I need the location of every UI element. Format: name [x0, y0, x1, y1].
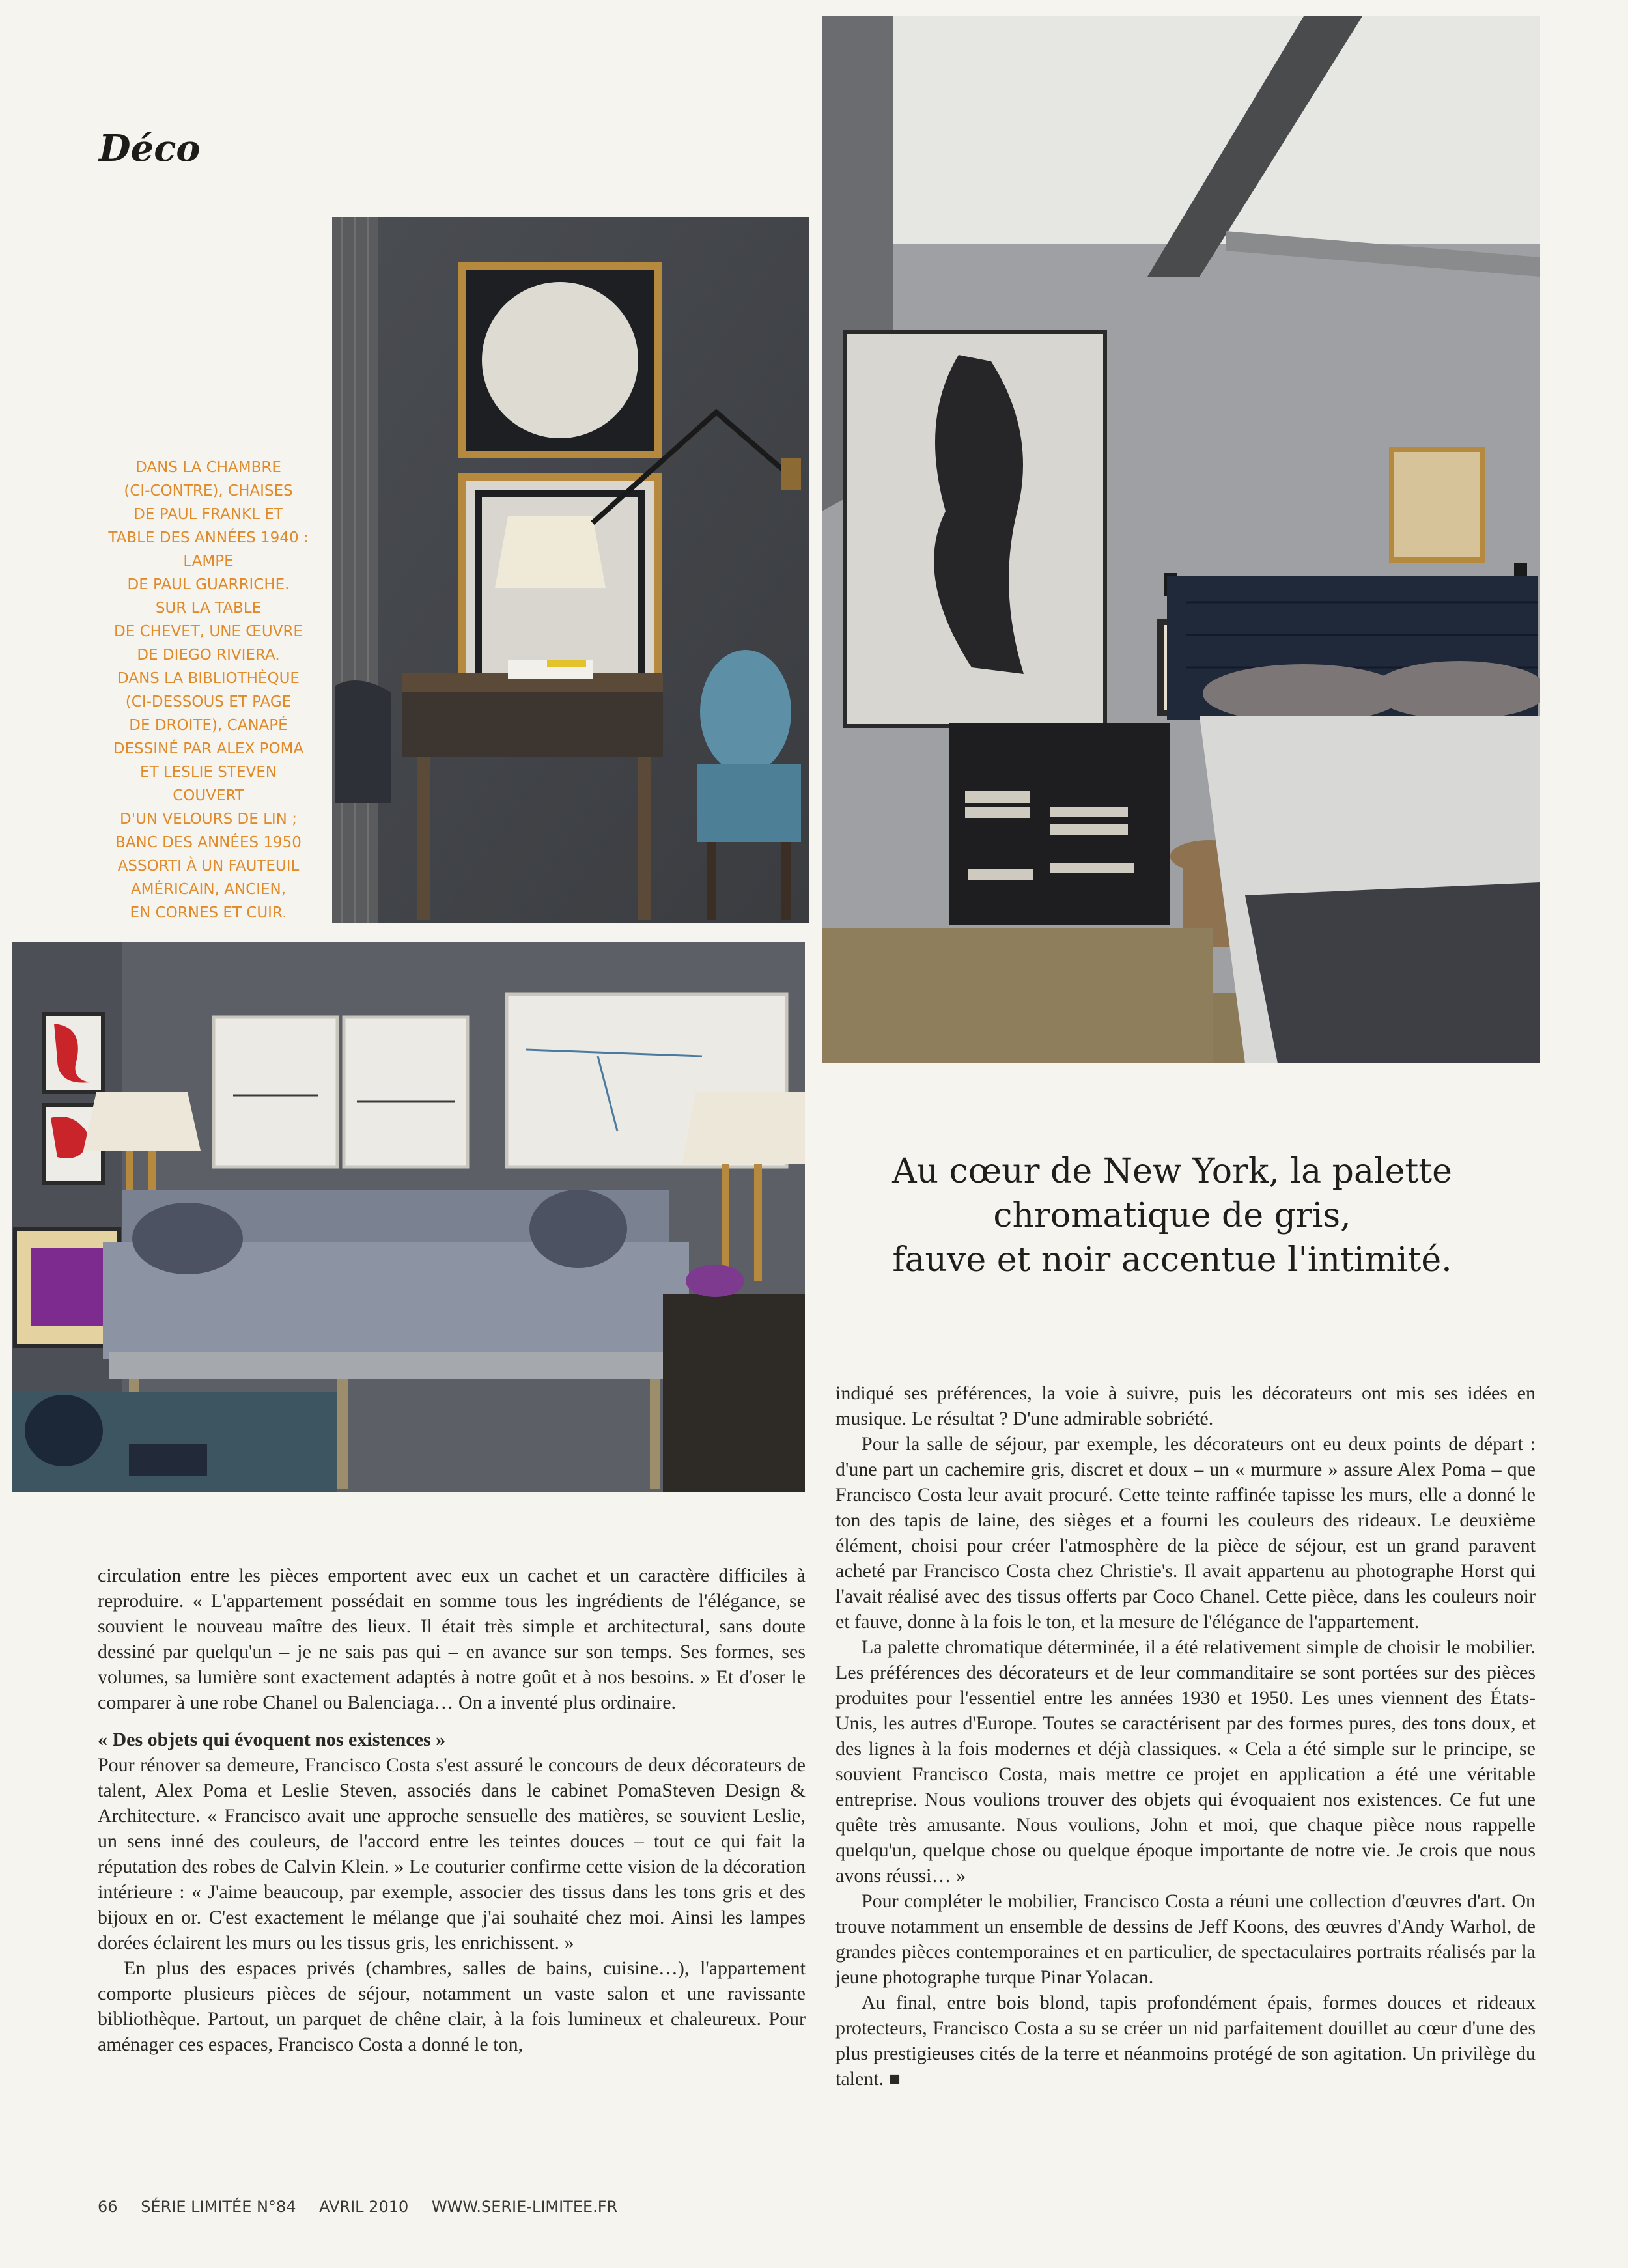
article-paragraph: Pour rénover sa demeure, Francisco Costa s'est assuré le concours de deux décorateurs de talent, Alex Poma et Leslie Steven, associés dans le cabinet PomaSteven Design & Architecture. « Francisco avait une approche sensuelle des matières, se souvient Leslie, un sens inné des couleurs, de l'accord entre les teintes douces – tout ce qui fait la réputation des robes de Calvin Klein. » Le couturier confirme cette vision de la décoration intérieure : « J'aime beaucoup, par exemple, associer des tissus dans les tons gris et des bijoux en or. C'est exactement le mélange que j'ai souhaité chez moi. Ainsi les lampes dorées éclairent les murs ou les tissus gris, les enrichissent. »: [98, 1754, 806, 1953]
article-paragraph: Pour compléter le mobilier, Francisco Costa a réuni une collection d'œuvres d'art. On trouve notamment un ensemble de dessins de Jeff Koons, des œuvres d'Andy Warhol, de grandes pièces contemporaines et en particulier, de spectaculaires portraits réalisés par la jeune photographe turque Pinar Yolacan.: [835, 1890, 1536, 1988]
caption-line: AMÉRICAIN, ANCIEN,: [130, 881, 287, 898]
issue-date: AVRIL 2010: [319, 2198, 409, 2216]
caption-line: LAMPE: [183, 553, 234, 570]
caption-line: TABLE DES ANNÉES 1940 :: [108, 529, 309, 546]
caption-line: D'UN VELOURS DE LIN ;: [120, 811, 297, 828]
photo-living-room-sofa: [12, 942, 805, 1492]
caption-line: DANS LA BIBLIOTHÈQUE: [117, 670, 300, 687]
caption-line: (CI-CONTRE), CHAISES: [124, 483, 293, 499]
caption-line: DE DIEGO RIVIERA.: [137, 647, 280, 664]
article-column-left: [98, 1563, 806, 2057]
caption-line: EN CORNES ET CUIR.: [130, 904, 287, 921]
caption-line: (CI-DESSOUS ET PAGE: [125, 693, 292, 710]
article-paragraph: Au final, entre bois blond, tapis profondément épais, formes douces et rideaux protecteurs, Francisco Costa a su se créer un nid parfaitement douillet au cœur d'une des plus prestigieuses cités de la terre et néanmoins protégé de son agitation. Un privilège du talent. ■: [835, 1992, 1536, 2090]
caption-line: COUVERT: [173, 787, 244, 804]
section-title: Déco: [99, 127, 201, 170]
caption-line: DE CHEVET, UNE ŒUVRE: [114, 623, 303, 640]
caption-line: DE DROITE), CANAPÉ: [129, 717, 288, 734]
pull-quote-line: chromatique de gris,: [993, 1196, 1351, 1235]
pull-quote: [840, 1149, 1504, 1282]
photo-bedroom-bed: [822, 16, 1540, 1063]
article-paragraph: circulation entre les pièces emportent avec eux un cachet et un caractère difficiles à reproduire. « L'appartement possédait en somme tous les ingrédients de l'élégance, se souvient le nouveau maître des lieux. Il était très simple et architectural, sans doute dessiné par quelqu'un – je ne sais pas qui – en avance sur son temps. Ses formes, ses volumes, sa lumière sont exactement adaptés à notre goût et à nos besoins. » Et d'oser le comparer à une robe Chanel ou Balenciaga… On a inventé plus ordinaire.: [98, 1565, 806, 1713]
caption-line: ET LESLIE STEVEN: [140, 764, 277, 781]
photo-bedroom-desk: [332, 217, 809, 923]
magazine-name: SÉRIE LIMITÉE N°84: [141, 2198, 296, 2216]
page-number: 66: [98, 2198, 118, 2216]
pull-quote-line: fauve et noir accentue l'intimité.: [892, 1240, 1452, 1280]
magazine-url[interactable]: WWW.SERIE-LIMITEE.FR: [431, 2198, 618, 2216]
caption-line: SUR LA TABLE: [155, 600, 262, 617]
caption-line: DANS LA CHAMBRE: [135, 459, 281, 476]
caption-line: DE PAUL GUARRICHE.: [127, 576, 290, 593]
article-column-right: [835, 1380, 1536, 2092]
article-subheading: « Des objets qui évoquent nos existences »: [98, 1729, 446, 1750]
caption-line: DESSINÉ PAR ALEX POMA: [113, 740, 304, 757]
article-paragraph: En plus des espaces privés (chambres, salles de bains, cuisine…), l'appartement comporte plusieurs pièces de séjour, notamment un vaste salon et une ravissante bibliothèque. Partout, un parquet de chêne clair, à la fois lumineux et chaleureux. Pour aménager ces espaces, Francisco Costa a donné le ton,: [98, 1957, 806, 2055]
article-paragraph: indiqué ses préférences, la voie à suivre, puis les décorateurs ont mis ses idées en musique. Le résultat ? D'une admirable sobriété.: [835, 1382, 1536, 1429]
photo-caption: [98, 456, 319, 925]
pull-quote-line: Au cœur de New York, la palette: [892, 1152, 1452, 1191]
caption-line: BANC DES ANNÉES 1950: [115, 834, 302, 851]
page-footer: [98, 2198, 636, 2216]
article-paragraph: La palette chromatique déterminée, il a été relativement simple de choisir le mobilier. Les préférences des décorateurs et de leur commanditaire se sont portées sur des pièces produites pour l'essentiel entre les années 1930 et 1950. Les unes viennent des États-Unis, les autres d'Europe. Toutes se caractérisent par des formes pures, des tons doux, et des lignes à la fois modernes et déjà classiques. « Cela a été simple sur le principe, se souvient Francisco Costa, mais mettre ce projet en application a été une véritable entreprise. Nous voulions trouver des objets qui évoquaient nos existences. Ce fut une quête très amusante. Nous voulions, John et moi, que chaque pièce nous rappelle quelqu'un, quelque chose ou quelque époque importante de notre vie. Je crois que nous avons réussi… »: [835, 1636, 1536, 1886]
caption-line: DE PAUL FRANKL ET: [133, 506, 283, 523]
caption-line: ASSORTI À UN FAUTEUIL: [117, 858, 300, 875]
article-paragraph: Pour la salle de séjour, par exemple, les décorateurs ont eu deux points de départ : d'une part un cachemire gris, discret et doux – un « murmure » assure Alex Poma – que Francisco Costa leur avait procuré. Cette teinte raffinée tapisse les murs, elle a donné le ton des tapis de laine, des sièges et a fourni les couleurs des rideaux. Le deuxième élément, choisi pour créer l'atmosphère de la pièce de séjour, est un grand paravent acheté par Francisco Costa chez Christie's. Il avait appartenu au photographe Horst qui l'avait réalisé avec des tissus offerts par Coco Chanel. Cette pièce, dans les couleurs noir et fauve, donne à la fois le ton, et la mesure de l'élégance de l'appartement.: [835, 1433, 1536, 1632]
